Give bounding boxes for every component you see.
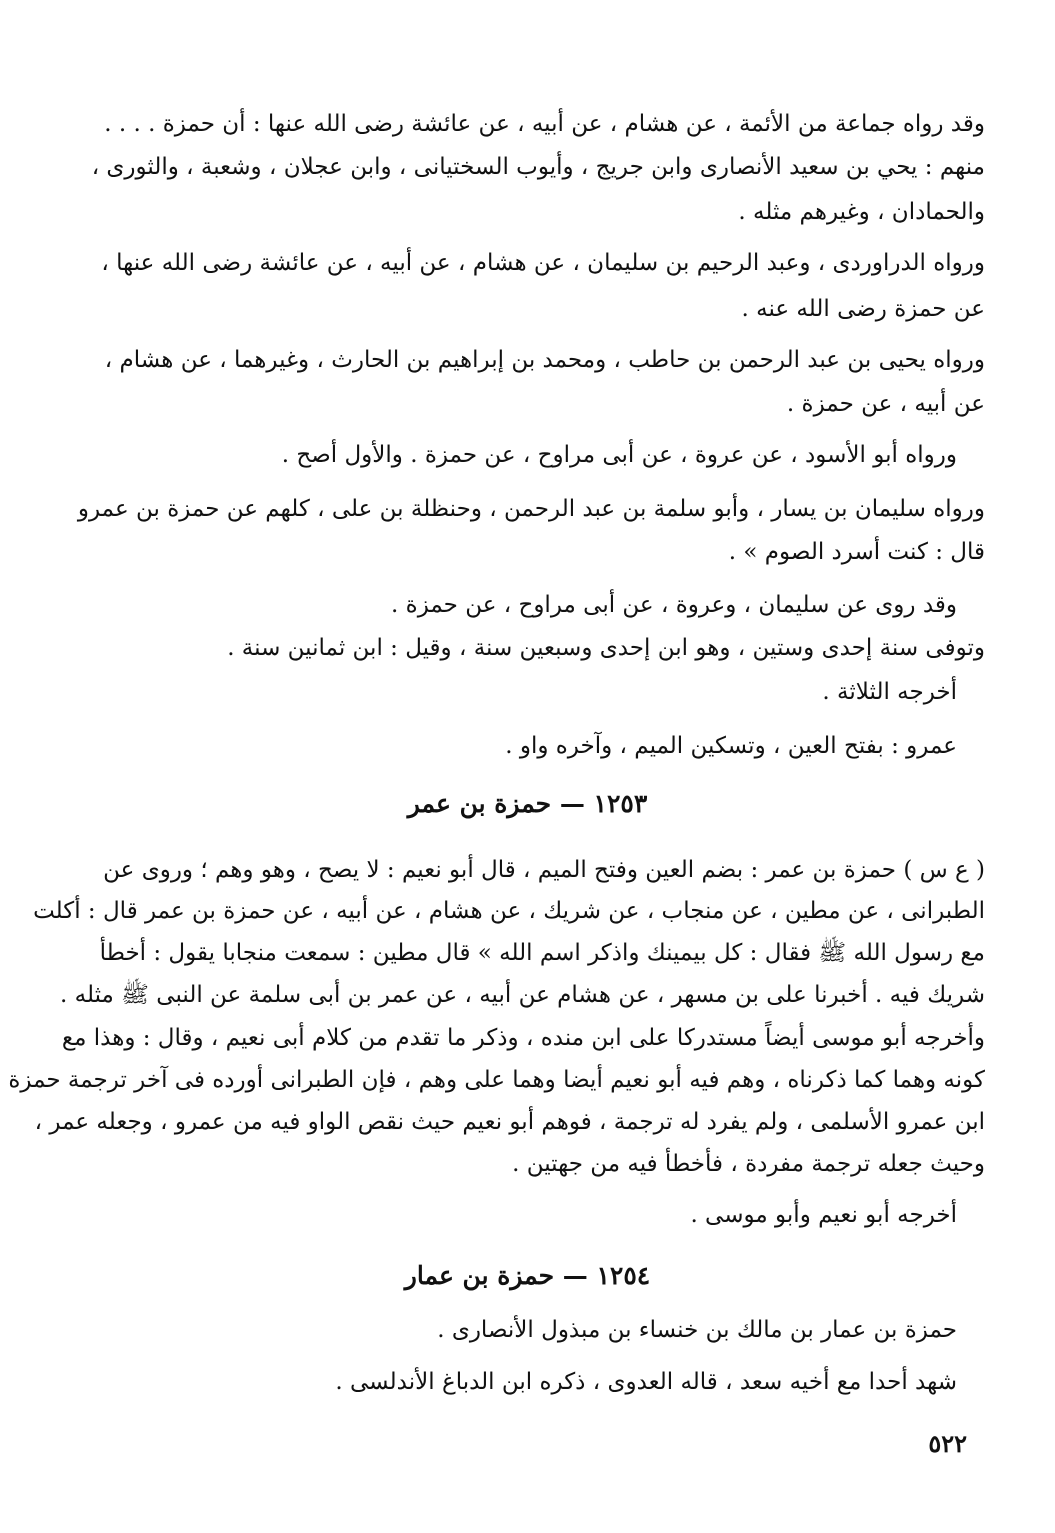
text-line: قال : كنت أسرد الصوم » . [728,539,985,565]
text-line: وأخرجه أبو موسى أيضاً مستدركا على ابن منده ، وذكر ما تقدم من كلام أبى نعيم ، وقال : وهذا مع [61,1025,985,1051]
text-line: ورواه الدراوردى ، وعبد الرحيم بن سليمان ، عن هشام ، عن أبيه ، عن عائشة رضى الله عنها ، [101,250,985,276]
text-line: ( ع س ) حمزة بن عمر : بضم العين وفتح الميم ، قال أبو نعيم : لا يصح ، وهو وهم ؛ وروى عن [103,857,985,883]
text-line: شريك فيه . أخبرنا على بن مسهر ، عن هشام عن أبيه ، عن عمر بن أبى سلمة عن النبى ﷺ مثله . [60,982,985,1008]
text-line: منهم : يحي بن سعيد الأنصارى وابن جريج ، وأيوب السختيانى ، وابن عجلان ، وشعبة ، والثورى ، [91,154,985,180]
text-line: أخرجه أبو نعيم وأبو موسى . [690,1202,957,1228]
text-line: ورواه يحيى بن عبد الرحمن بن حاطب ، ومحمد بن إبراهيم بن الحارث ، وغيرهما ، عن هشام ، [104,347,985,373]
entry-heading: ١٢٥٣ — حمزة بن عمر [407,789,648,818]
text-line: ورواه أبو الأسود ، عن عروة ، عن أبى مراوح ، عن حمزة . والأول أصح . [281,442,957,468]
text-line: ابن عمرو الأسلمى ، ولم يفرد له ترجمة ، فوهم أبو نعيم حيث نقص الواو فيه من عمرو ، وجعله عمر ، [34,1109,985,1135]
text-line: شهد أحدا مع أخيه سعد ، قاله العدوى ، ذكره ابن الدباغ الأندلسى . [335,1369,957,1395]
entry-heading: ١٢٥٤ — حمزة بن عمار [404,1261,651,1290]
text-line: وقد رواه جماعة من الأئمة ، عن هشام ، عن أبيه ، عن عائشة رضى الله عنها : أن حمزة . . . . [104,111,985,137]
text-line: أخرجه الثلاثة . [822,679,957,705]
text-line: عن أبيه ، عن حمزة . [786,391,985,417]
text-line: عن حمزة رضى الله عنه . [741,296,985,322]
text-line: حمزة بن عمار بن مالك بن خنساء بن مبذول الأنصارى . [437,1317,957,1343]
text-line: ورواه سليمان بن يسار ، وأبو سلمة بن عبد الرحمن ، وحنظلة بن على ، كلهم عن حمزة بن عمرو [77,496,985,522]
text-line: وقد روى عن سليمان ، وعروة ، عن أبى مراوح ، عن حمزة . [391,592,957,618]
text-line: كونه وهما كما ذكرناه ، وهم فيه أبو نعيم أيضا وهما على وهم ، فإن الطبرانى أورده فى آخر ترجمة حمزة [8,1067,985,1093]
text-line: عمرو : بفتح العين ، وتسكين الميم ، وآخره واو . [505,733,957,759]
text-line: الطبرانى ، عن مطين ، عن منجاب ، عن شريك ، عن هشام ، عن أبيه ، عن حمزة بن عمر قال : أكلت [33,898,985,924]
text-line: والحمادان ، وغيرهم مثله . [738,199,985,225]
text-line: مع رسول الله ﷺ فقال : كل بيمينك واذكر اسم الله » قال مطين : سمعت منجابا يقول : أخطأ [99,940,985,966]
text-line: وتوفى سنة إحدى وستين ، وهو ابن إحدى وسبعين سنة ، وقيل : ابن ثمانين سنة . [227,635,985,661]
text-line: وحيث جعله ترجمة مفردة ، فأخطأ فيه من جهتين . [512,1151,985,1177]
page-number: ٥٢٢ [928,1429,967,1458]
